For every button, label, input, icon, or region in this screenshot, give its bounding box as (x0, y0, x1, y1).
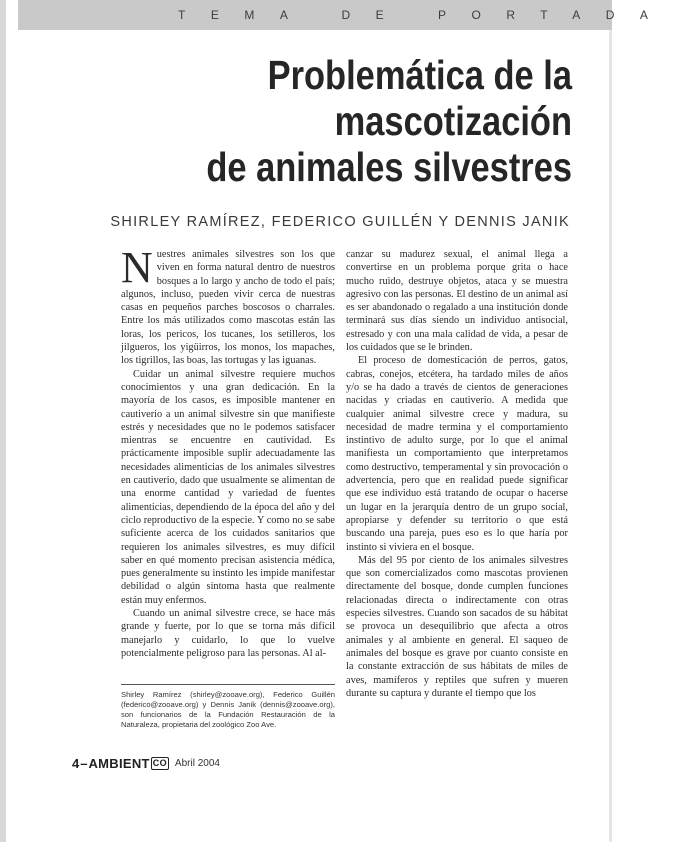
text-column-left (121, 243, 335, 660)
text-column-right (346, 248, 568, 700)
magazine-logo (88, 756, 168, 771)
page-number: 4 (72, 756, 80, 771)
paragraph (121, 243, 335, 368)
article-authors: SHIRLEY RAMÍREZ, FEDERICO GUILLÉN Y DENNIS JANIK (110, 214, 570, 230)
paragraph: Cuando un animal silvestre crece, se hace más grande y fuerte, por lo que se torna más difícil manejarlo y cuidarlo, lo que lo vuelve potencialmente peligroso para las personas. Al al- (121, 608, 335, 659)
section-banner (18, 0, 673, 30)
page-edge-right (609, 0, 612, 842)
issue-date: Abril 2004 (174, 758, 220, 769)
footer-dash: – (80, 756, 88, 771)
section-label: TEMA DE PORTADA (178, 8, 673, 22)
title-line-3: de animales silvestres (206, 144, 572, 190)
paragraph: Cuidar un animal silvestre requiere muchos conocimientos y una gran dedicación. En la mayoría de los casos, es imposible mantener en cautiverio a un animal silvestre sin que manifieste estrés y necesidades que no le podemos satisfacer mientras se encuentre en cautividad. Es prácticamente imposible suplir adecuadamente las necesidades alimenticias de los animales silvestres en cautiverio, dado que usualmente se alimentan de una enorme cantidad y variedad de fuentes alimenticias, dependiendo de la época del año y del ciclo reproductivo de la especie. Y como no se sabe suficiente acerca de los cuidados sanitarios que requieren los animales silvestres, es muy difícil saber en qué momento precisan asistencia médica, pues generalmente su instinto les impide manifestar debilidad o algún síntoma hasta que realmente están muy enfermos. (121, 368, 335, 606)
page-footer (72, 756, 220, 771)
magazine-name: AMBIENT (88, 756, 150, 771)
paragraph: canzar su madurez sexual, el animal llega a convertirse en un problema porque grita o hace mucho ruido, destruye objetos, ataca y se muestra agresivo con las personas. El destino de un animal así es ser abandonado o regalado a una institución donde terminará sus días siendo un individuo antisocial, estresado y con una mala calidad de vida, a pesar de los cuidados que se le brinden. (346, 249, 568, 354)
paragraph: El proceso de domesticación de perros, gatos, cabras, conejos, etcétera, ha tardado miles de años y/o se ha dado a través de cientos de generaciones nacidas y criadas en cautiverio. A medida que cualquier animal silvestre crece y madura, su necesidad de madre termina y el comportamiento instintivo de adulto surge, por lo que el animal manifiesta un comportamiento que interpretamos como destructivo, temperamental y sin provocación o advertencia, pero que en realidad puede significar que ese individuo está tratando de ocupar o hacerse un lugar en la jerarquía dentro de un grupo social, apropiarse y defender su territorio o que está buscando una pareja, pues eso es lo que haría por instinto si viviera en el bosque. (346, 355, 568, 553)
paragraph: Más del 95 por ciento de los animales silvestres que son comercializados como mascotas provienen directamente del bosque, donde cumplen funciones relacionadas directa o indirectamente con otras especies silvestres. Cuando son sacados de su hábitat se provoca un desequilibrio que afecta a otros animales y al ambiente en general. El saqueo de animales del bosque es grave por cuanto consiste en la constante extracción de sus hábitats de miles de aves, mamíferos y reptiles que sufren y mueren durante su captura y durante el tiempo que los (346, 554, 568, 699)
title-line-1: Problemática de la (267, 52, 572, 98)
drop-cap: N (121, 243, 153, 292)
title-line-2: mascotización (334, 98, 572, 144)
paragraph-text: uestres animales silvestres son los que viven en forma natural dentro de nuestros bosques a lo largo y ancho de todo el país; algunos, incluso, pueden vivir cerca de nuestras casas en pequeños parches boscosos o charrales. Entre los más utilizados como mascotas están las loras, los pericos, los tucanes, los setilleros, los jilgueros, los yigüirros, los monos, los mapaches, los tigrillos, las boas, las tortugas y las iguanas. (121, 249, 335, 367)
article-title (176, 52, 572, 190)
page-edge-left (0, 0, 6, 842)
bio-divider (121, 684, 335, 685)
magazine-logo-mark: CO (152, 758, 167, 768)
author-bio: Shirley Ramírez (shirley@zooave.org), Federico Guillén (federico@zooave.org) y Dennis Janik (dennis@zooave.org), son funcionarios de la Fundación Restauración de la Naturaleza, propietaria del zoológico Zoo Ave. (121, 690, 335, 729)
